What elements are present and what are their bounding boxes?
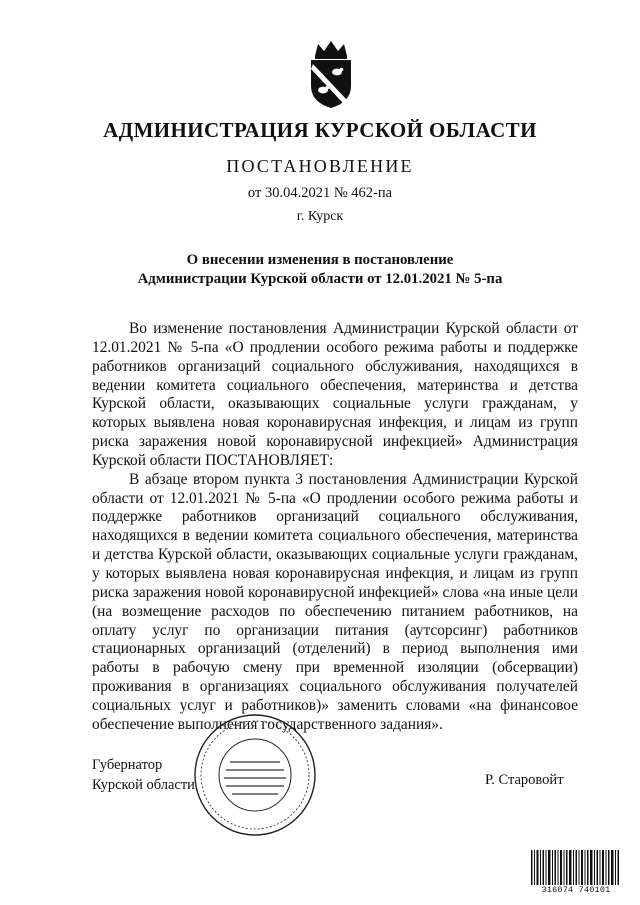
organization-title: АДМИНИСТРАЦИЯ КУРСКОЙ ОБЛАСТИ: [103, 118, 537, 142]
document-body: [92, 320, 578, 735]
body-paragraph-2: В абзаце втором пункта 3 постановления Администрации Курской области от 12.01.2021 № 5-па «О продлении особого режима работы и поддержке работников организаций социального обслуживания, находящихся в ведении комитета социального обеспечения, материнства и детства Курской области, оказывающих социальные услуги гражданам, у которых выявлена новая коронавирусная инфекция, и лицам из групп риска заражения новой коронавирусной инфекцией» слова «на иные цели (на возмещение расходов по обеспечению питанием работников, на оплату услуг по организации питания (аутсорсинг) работников стационарных организаций (отделений) в период выполнения ими работы в рабочую смену при временной изоляции (обсервации) проживания в организациях социального обслуживания получателей социальных услуг и работников)» заменить словами «на финансовое обеспечение выполнения государственного задания».: [92, 470, 578, 733]
barcode-number: 316074 740101: [530, 885, 622, 895]
document-subject: [0, 251, 640, 289]
kursk-coat-of-arms-icon: [301, 38, 361, 110]
signatory-title-line-2: Курской области: [92, 777, 195, 793]
signatory-title: [92, 755, 195, 795]
official-stamp-icon: [190, 710, 320, 840]
subject-line-2: Администрации Курской области от 12.01.2021 № 5-па: [137, 271, 503, 287]
signatory-title-line-1: Губернатор: [92, 757, 163, 773]
signatory-name: Р. Старовойт: [485, 772, 564, 788]
barcode: [530, 850, 622, 895]
document-city: г. Курск: [296, 209, 344, 224]
document-date-number: от 30.04.2021 № 462-па: [247, 185, 393, 201]
body-paragraph-1: Во изменение постановления Администрации Курской области от 12.01.2021 № 5-па «О продлении особого режима работы и поддержке работников организаций социального обслуживания, находящихся в ведении комитета социального обеспечения, материнства и детства Курской области, оказывающих социальные услуги гражданам, у которых выявлена новая коронавирусная инфекция, и лицам из групп риска заражения новой коронавирусной инфекцией» Администрация Курской области ПОСТАНОВЛЯЕТ:: [92, 320, 578, 469]
document-type: ПОСТАНОВЛЕНИЕ: [226, 156, 414, 176]
subject-line-1: О внесении изменения в постановление: [186, 252, 454, 268]
